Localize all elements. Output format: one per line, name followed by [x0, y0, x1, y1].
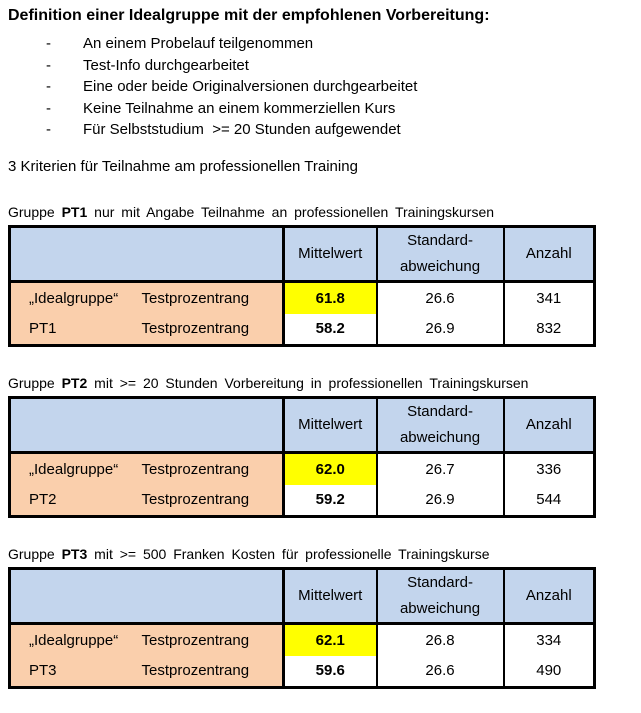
header-standardabweichung	[377, 568, 504, 623]
header-std-line1: Standard-	[407, 573, 473, 591]
table-row-idealgruppe	[10, 623, 595, 656]
stats-table-pt3	[8, 567, 596, 689]
caption-rest: mit >= 500 Franken Kosten für professionelle Trainingskurse	[94, 545, 490, 562]
cell-measure-label: Testprozentrang	[140, 485, 284, 516]
cell-group-label: „Idealgruppe“	[10, 281, 140, 314]
header-anzahl: Anzahl	[504, 397, 595, 452]
bullet-item	[46, 76, 641, 98]
cell-mean: 59.6	[284, 656, 377, 687]
header-mittelwert: Mittelwert	[284, 568, 377, 623]
cell-mean-highlighted: 62.1	[284, 623, 377, 656]
cell-group-label: „Idealgruppe“	[10, 452, 140, 485]
table-caption-pt3	[8, 546, 641, 562]
header-std-line1: Standard-	[407, 402, 473, 420]
header-std-line2: abweichung	[399, 257, 481, 275]
bullet-item	[46, 119, 641, 141]
cell-std: 26.9	[377, 314, 504, 345]
table-caption-pt2	[8, 375, 641, 391]
header-std-line1: Standard-	[407, 231, 473, 249]
header-anzahl: Anzahl	[504, 226, 595, 281]
header-empty-cell	[10, 226, 284, 281]
definition-bullet-list	[8, 33, 641, 141]
header-std-line2: abweichung	[399, 428, 481, 446]
cell-count: 334	[536, 631, 562, 649]
cell-count: 832	[536, 320, 562, 338]
cell-group-label: „Idealgruppe“	[10, 623, 140, 656]
cell-std: 26.8	[377, 623, 504, 656]
page-title: Definition einer Idealgruppe mit der empfohlenen Vorbereitung:	[8, 7, 490, 24]
cell-measure-label: Testprozentrang	[140, 623, 284, 656]
table-header-row	[10, 226, 595, 281]
cell-count: 544	[536, 491, 562, 509]
bullet-dash: -	[46, 78, 51, 95]
cell-std: 26.6	[377, 656, 504, 687]
header-standardabweichung	[377, 226, 504, 281]
caption-rest: nur mit Angabe Teilnahme an professionellen Trainingskursen	[94, 203, 495, 220]
table-header-row	[10, 397, 595, 452]
table-row-pt2	[10, 485, 595, 516]
caption-group-name: PT3	[61, 545, 88, 562]
header-std-line2: abweichung	[399, 599, 481, 617]
cell-measure-label: Testprozentrang	[140, 656, 284, 687]
cell-count: 341	[536, 289, 562, 307]
header-mittelwert: Mittelwert	[284, 397, 377, 452]
table-row-idealgruppe	[10, 281, 595, 314]
table-row-pt3	[10, 656, 595, 687]
cell-std: 26.6	[377, 281, 504, 314]
bullet-text: Test-Info durchgearbeitet	[83, 56, 249, 74]
header-mittelwert: Mittelwert	[284, 226, 377, 281]
bullet-item	[46, 33, 641, 55]
header-empty-cell	[10, 568, 284, 623]
cell-count: 336	[536, 460, 562, 478]
cell-measure-label: Testprozentrang	[140, 281, 284, 314]
bullet-text: Eine oder beide Originalversionen durchgearbeitet	[83, 78, 418, 95]
header-empty-cell	[10, 397, 284, 452]
table-header-row	[10, 568, 595, 623]
cell-mean-highlighted: 62.0	[284, 452, 377, 485]
stats-table-pt2	[8, 396, 596, 518]
cell-group-label: PT1	[10, 314, 140, 345]
caption-group-name: PT1	[61, 203, 88, 220]
caption-prefix: Gruppe	[8, 203, 55, 220]
caption-prefix: Gruppe	[8, 545, 55, 562]
cell-std: 26.7	[377, 452, 504, 485]
cell-mean-highlighted: 61.8	[284, 281, 377, 314]
bullet-text: An einem Probelauf teilgenommen	[83, 35, 314, 52]
cell-mean: 58.2	[284, 314, 377, 345]
bullet-dash: -	[46, 99, 51, 117]
header-anzahl: Anzahl	[504, 568, 595, 623]
bullet-text: Keine Teilnahme an einem kommerziellen Kurs	[83, 99, 396, 117]
caption-rest: mit >= 20 Stunden Vorbereitung in professionellen Trainingskursen	[94, 374, 529, 391]
table-row-idealgruppe	[10, 452, 595, 485]
bullet-dash: -	[46, 121, 51, 138]
cell-group-label: PT2	[10, 485, 140, 516]
bullet-dash: -	[46, 56, 51, 74]
bullet-text: Für Selbststudium >= 20 Stunden aufgewendet	[83, 121, 401, 138]
cell-count: 490	[536, 662, 562, 680]
subtitle-criteria: 3 Kriterien für Teilnahme am professionellen Training	[8, 157, 358, 175]
table-caption-pt1	[8, 204, 641, 220]
bullet-dash: -	[46, 35, 51, 52]
caption-prefix: Gruppe	[8, 374, 55, 391]
header-standardabweichung	[377, 397, 504, 452]
cell-measure-label: Testprozentrang	[140, 452, 284, 485]
cell-std: 26.9	[377, 485, 504, 516]
cell-measure-label: Testprozentrang	[140, 314, 284, 345]
stats-table-pt1	[8, 225, 596, 347]
cell-mean: 59.2	[284, 485, 377, 516]
bullet-item	[46, 55, 641, 77]
table-row-pt1	[10, 314, 595, 345]
caption-group-name: PT2	[61, 374, 88, 391]
bullet-item	[46, 98, 641, 120]
cell-group-label: PT3	[10, 656, 140, 687]
